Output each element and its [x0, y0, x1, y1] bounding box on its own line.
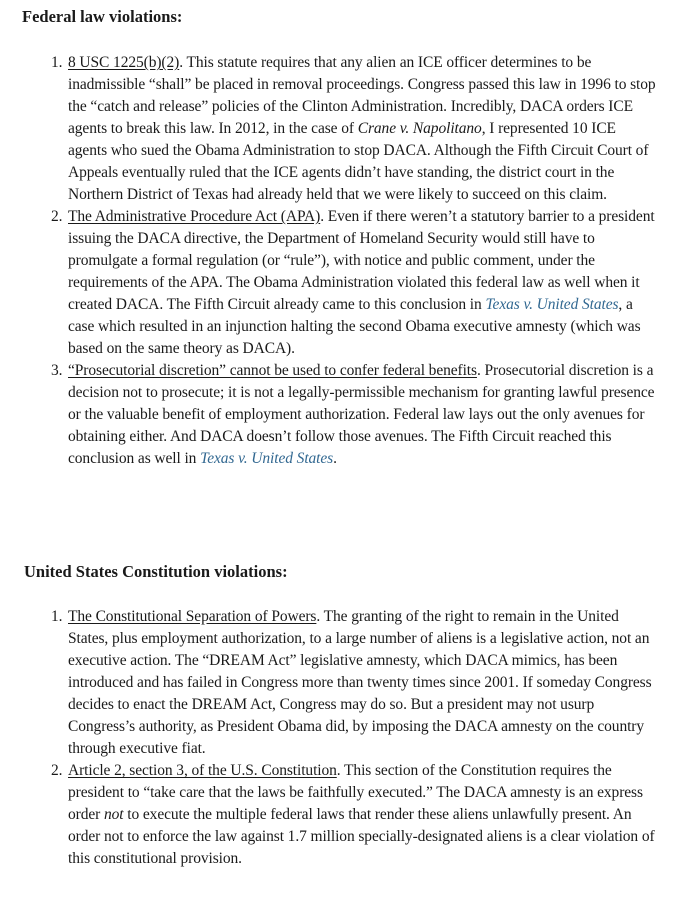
list-item-text: . Prosecutorial discretion is a decision not to prosecute; it is not a legally-permissible mechanism for granting lawful presence or the valuable benefit of employment authorization. Federal law lays out the only avenues for obtaining either. And DACA doesn’t follow those avenues. The Fifth Circuit reached this conclusion as well in — [68, 362, 655, 467]
texas-v-united-states-link[interactable]: Texas v. United States — [200, 450, 334, 467]
list-item-text: . This section of the Constitution requires the president to “take care that the laws be faithfully executed.” The DACA amnesty is an express order — [68, 762, 643, 823]
federal-violations-heading: Federal law violations: — [22, 7, 183, 26]
constitution-violations-list — [0, 606, 680, 870]
list-item-text: , a case which resulted in an injunction halting the second Obama executive amnesty (which was based on the same theory as DACA). — [68, 296, 641, 357]
list-item — [0, 606, 680, 760]
list-item-number: 1. — [51, 54, 63, 71]
list-item-text: to execute the multiple federal laws that render these aliens unlawfully present. An order not to enforce the law against 1.7 million specially-designated aliens is a clear violation of this constitutional provision. — [68, 806, 655, 867]
list-item-number: 2. — [51, 762, 63, 779]
list-item — [0, 52, 680, 206]
list-item-text: . Even if there weren’t a statutory barrier to a president issuing the DACA directive, the Department of Homeland Security would still have to promulgate a formal regulation (or “rule”), with notice and public comment, under the requirements of the APA. The Obama Administration violated this federal law as well when it created DACA. The Fifth Circuit already came to this conclusion in — [68, 208, 655, 313]
list-item-text: . The granting of the right to remain in the United States, plus employment authorization, to a large number of aliens is a legislative action, not an executive action. The “DREAM Act” legislative amnesty, which DACA mimics, has been introduced and has failed in Congress more than twenty times since 2001. If someday Congress decides to enact the DREAM Act, Congress may do so. But a president may not usurp Congress’s authority, as President Obama did, by imposing the DACA amnesty on the country through executive fiat. — [68, 608, 652, 757]
list-item-text: . This statute requires that any alien an ICE officer determines to be inadmissible “shall” be placed in removal proceedings. Congress passed this law in 1996 to stop the “catch and release” policies of the Clinton Administration. Incredibly, DACA orders ICE agents to break this law. In 2012, in the case of — [68, 54, 656, 137]
list-item — [0, 760, 680, 870]
list-item-number: 3. — [51, 362, 63, 379]
separation-of-powers-link[interactable]: The Constitutional Separation of Powers — [68, 608, 317, 625]
emphasis-text: not — [103, 806, 124, 823]
list-item — [0, 206, 680, 360]
texas-v-united-states-link[interactable]: Texas v. United States — [485, 296, 619, 313]
list-item-number: 2. — [51, 208, 63, 225]
list-item — [0, 360, 680, 470]
list-item-text: . — [333, 450, 337, 467]
statute-link-8-usc-1225[interactable]: 8 USC 1225(b)(2) — [68, 54, 180, 71]
case-name: Crane v. Napolitano — [357, 120, 482, 137]
article-2-section-3-link[interactable]: Article 2, section 3, of the U.S. Constitution — [68, 762, 337, 779]
constitution-violations-heading: United States Constitution violations: — [24, 562, 288, 581]
list-item-text: , I represented 10 ICE agents who sued the Obama Administration to stop DACA. Although the Fifth Circuit Court of Appeals eventually ruled that the ICE agents didn’t have standing, the district court in the Northern District of Texas had already held that we were likely to succeed on this claim. — [68, 120, 649, 203]
prosecutorial-discretion-link[interactable]: “Prosecutorial discretion” cannot be used to confer federal benefits — [68, 362, 477, 379]
list-item-number: 1. — [51, 608, 63, 625]
apa-link[interactable]: The Administrative Procedure Act (APA) — [68, 208, 321, 225]
federal-violations-list — [0, 52, 680, 470]
